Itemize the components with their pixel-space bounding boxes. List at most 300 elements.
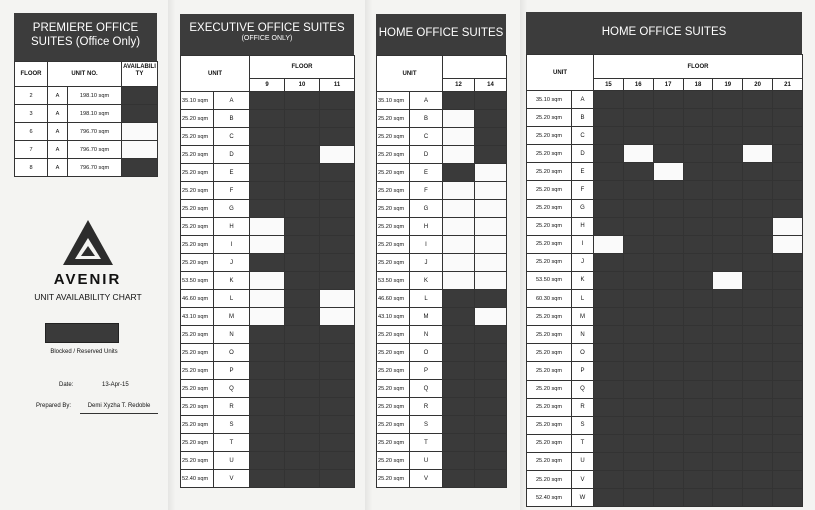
unit-letter: D (214, 146, 250, 164)
home-a-title: HOME OFFICE SUITES (376, 14, 506, 55)
unit-cell-blocked (713, 127, 743, 145)
unit-cell-blocked (773, 362, 803, 380)
unit-cell-available (250, 308, 285, 326)
unit-cell-available (475, 182, 507, 200)
unit-letter: U (572, 452, 594, 470)
unit-cell-blocked (623, 181, 653, 199)
unit-letter: V (572, 470, 594, 488)
unit-size: 25.20 sqm (181, 452, 214, 470)
executive-row (181, 236, 355, 254)
unit-cell-blocked (443, 326, 475, 344)
unit-cell-blocked (320, 200, 355, 218)
legend-swatch (45, 323, 119, 343)
unit-cell-blocked (285, 110, 320, 128)
unit-cell-blocked (320, 344, 355, 362)
unit-cell-blocked (653, 181, 683, 199)
unit-cell-blocked (623, 253, 653, 271)
unit-letter: T (410, 434, 443, 452)
unit-cell-blocked (713, 416, 743, 434)
unit-cell-blocked (320, 434, 355, 452)
unit-cell-available (443, 128, 475, 146)
unit-cell-blocked (285, 92, 320, 110)
unit-size: 25.20 sqm (527, 127, 572, 145)
home-a-row (377, 146, 507, 164)
unit-cell-available (623, 145, 653, 163)
home-a-floor-14-header: 14 (475, 79, 507, 92)
unit-cell-blocked (320, 398, 355, 416)
unit-cell-blocked (285, 344, 320, 362)
unit-letter: K (410, 272, 443, 290)
home-b-row (527, 181, 803, 199)
unit-cell-blocked (683, 434, 713, 452)
premiere-row (15, 159, 158, 177)
unit-cell-blocked (443, 416, 475, 434)
unit-cell-blocked (594, 109, 624, 127)
unit-cell-blocked (683, 416, 713, 434)
unit-cell-blocked (653, 217, 683, 235)
unit-size: 25.20 sqm (181, 146, 214, 164)
premiere-title (14, 13, 157, 61)
unit-cell-blocked (713, 217, 743, 235)
unit-cell-available (250, 272, 285, 290)
unit-cell-blocked (623, 217, 653, 235)
unit-cell-blocked (623, 344, 653, 362)
unit-cell-blocked (773, 344, 803, 362)
unit-cell-blocked (773, 253, 803, 271)
unit-size: 25.20 sqm (377, 326, 410, 344)
unit-cell-blocked (773, 199, 803, 217)
unit-cell-available (475, 308, 507, 326)
unit-letter: T (214, 434, 250, 452)
unit-cell-blocked (743, 217, 773, 235)
unit-cell-blocked (475, 362, 507, 380)
unit-cell-blocked (653, 199, 683, 217)
unit-cell-blocked (250, 200, 285, 218)
unit-size: 25.20 sqm (181, 164, 214, 182)
date-value: 13-Apr-15 (102, 382, 129, 388)
unit-cell-blocked (285, 380, 320, 398)
unit-letter: T (572, 434, 594, 452)
unit-cell-blocked (713, 308, 743, 326)
unit-cell-blocked (320, 326, 355, 344)
executive-row (181, 200, 355, 218)
unit-cell-available (443, 272, 475, 290)
unit-cell-blocked (653, 91, 683, 109)
home-a-row (377, 434, 507, 452)
unit-cell-blocked (623, 199, 653, 217)
executive-row (181, 434, 355, 452)
unit-cell-blocked (773, 109, 803, 127)
home-b-row (527, 489, 803, 507)
unit-letter: E (214, 164, 250, 182)
unit-size: 25.20 sqm (181, 434, 214, 452)
unit-cell-blocked (683, 163, 713, 181)
unit-cell-blocked (594, 416, 624, 434)
unit-cell-blocked (320, 218, 355, 236)
unit-cell-blocked (773, 452, 803, 470)
unit-cell-blocked (623, 326, 653, 344)
unit-letter: R (410, 398, 443, 416)
unit-cell-available (443, 218, 475, 236)
unit-cell-blocked (713, 290, 743, 308)
executive-row (181, 92, 355, 110)
home-a-row (377, 290, 507, 308)
unit-size: 35.10 sqm (527, 91, 572, 109)
unit-letter: P (214, 362, 250, 380)
unit-cell-blocked (623, 452, 653, 470)
unit-size: 25.20 sqm (527, 434, 572, 452)
unit-cell-blocked (285, 236, 320, 254)
unit-cell-blocked (285, 254, 320, 272)
unit-cell-blocked (713, 145, 743, 163)
unit-cell-blocked (683, 308, 713, 326)
unit-cell-blocked (653, 271, 683, 289)
unit-cell-available (320, 290, 355, 308)
unit-cell-blocked (773, 308, 803, 326)
unit-cell-blocked (713, 489, 743, 507)
unit-letter: N (572, 326, 594, 344)
unit-letter: G (410, 200, 443, 218)
executive-row (181, 344, 355, 362)
unit-cell-blocked (773, 398, 803, 416)
unit-letter: H (214, 218, 250, 236)
availability-cell-blocked (122, 87, 158, 105)
unit-cell-blocked (773, 380, 803, 398)
home-a-row (377, 200, 507, 218)
unit-cell-available (443, 182, 475, 200)
unit-cell-blocked (320, 452, 355, 470)
unit-letter: S (214, 416, 250, 434)
unit-size: 53.50 sqm (527, 271, 572, 289)
home-b-row (527, 470, 803, 488)
unit-cell-blocked (623, 434, 653, 452)
unit-cell-blocked (653, 470, 683, 488)
unit-cell-blocked (475, 146, 507, 164)
unit-size: 25.20 sqm (527, 145, 572, 163)
unit-cell-blocked (653, 380, 683, 398)
unit-cell-blocked (285, 398, 320, 416)
unit-size: 25.20 sqm (377, 164, 410, 182)
chart-title: UNIT AVAILABILITY CHART (34, 292, 142, 302)
unit-size: 25.20 sqm (377, 146, 410, 164)
unit-letter: O (572, 344, 594, 362)
unit-cell-blocked (285, 128, 320, 146)
unit-cell-blocked (285, 326, 320, 344)
unit-cell-blocked (250, 110, 285, 128)
home-a-row (377, 254, 507, 272)
unit-cell-blocked (683, 145, 713, 163)
availability-cell-blocked (122, 105, 158, 123)
unit-cell-available (443, 200, 475, 218)
unit-cell-blocked (773, 489, 803, 507)
executive-title (180, 14, 354, 55)
unit-cell-available (443, 146, 475, 164)
home-a-row (377, 326, 507, 344)
unit-letter: L (410, 290, 443, 308)
unit-letter: K (214, 272, 250, 290)
unit-cell-blocked (653, 416, 683, 434)
unit-size: 25.20 sqm (377, 434, 410, 452)
unit-cell-blocked (773, 416, 803, 434)
unit-size: 52.40 sqm (181, 470, 214, 488)
home-a-floor-12-header: 12 (443, 79, 475, 92)
unit-size: 25.20 sqm (181, 110, 214, 128)
unit-letter: Q (572, 380, 594, 398)
unit-cell-blocked (475, 326, 507, 344)
unit-letter: Q (214, 380, 250, 398)
unit-cell-available (443, 110, 475, 128)
executive-table-block (180, 14, 354, 488)
unit-letter: B (410, 110, 443, 128)
unit-letter: M (410, 308, 443, 326)
home-a-row (377, 470, 507, 488)
unit-letter: N (214, 326, 250, 344)
home-b-row (527, 199, 803, 217)
unit-size: 53.50 sqm (181, 272, 214, 290)
unit-cell-available (320, 308, 355, 326)
unit-size: 25.20 sqm (377, 380, 410, 398)
unit-letter: O (214, 344, 250, 362)
unit-cell-blocked (743, 271, 773, 289)
unit-cell-blocked (713, 452, 743, 470)
unit-cell-blocked (683, 489, 713, 507)
unit-letter: K (572, 271, 594, 289)
home-b-row (527, 362, 803, 380)
premiere-row (15, 141, 158, 159)
executive-row (181, 380, 355, 398)
unit-cell-blocked (743, 91, 773, 109)
unit-cell-blocked (475, 128, 507, 146)
unit-cell-blocked (594, 470, 624, 488)
executive-row (181, 308, 355, 326)
unit-cell-blocked (594, 326, 624, 344)
executive-title-text: EXECUTIVE OFFICE SUITES (189, 22, 345, 34)
unit-cell-blocked (594, 434, 624, 452)
unit-cell-blocked (623, 271, 653, 289)
unit-size: 25.20 sqm (377, 182, 410, 200)
unit-cell-blocked (683, 326, 713, 344)
unit-size: 25.20 sqm (181, 128, 214, 146)
unit-cell-available (443, 236, 475, 254)
unit-size: 25.20 sqm (181, 344, 214, 362)
premiere-floor-header: FLOOR (15, 62, 48, 87)
home-a-row (377, 236, 507, 254)
unit-cell-blocked (653, 326, 683, 344)
prepared-by-label: Prepared By: (36, 403, 72, 409)
premiere-floor: 8 (15, 159, 48, 177)
unit-letter: L (572, 290, 594, 308)
unit-letter: H (572, 217, 594, 235)
unit-letter: L (214, 290, 250, 308)
unit-letter: P (410, 362, 443, 380)
unit-cell-blocked (743, 290, 773, 308)
unit-letter: B (572, 109, 594, 127)
unit-letter: J (410, 254, 443, 272)
home-a-table-block (376, 14, 506, 488)
unit-cell-blocked (683, 217, 713, 235)
unit-cell-blocked (285, 470, 320, 488)
unit-cell-blocked (743, 434, 773, 452)
home-a-table (376, 55, 507, 488)
unit-size: 35.10 sqm (377, 92, 410, 110)
executive-row (181, 470, 355, 488)
executive-row (181, 128, 355, 146)
home-b-table (526, 54, 803, 507)
unit-cell-blocked (683, 253, 713, 271)
home-b-row (527, 127, 803, 145)
executive-row (181, 398, 355, 416)
unit-cell-blocked (285, 416, 320, 434)
unit-cell-available (743, 145, 773, 163)
premiere-floor: 7 (15, 141, 48, 159)
unit-size: 25.20 sqm (527, 308, 572, 326)
unit-letter: P (572, 362, 594, 380)
unit-cell-blocked (475, 344, 507, 362)
unit-cell-blocked (683, 452, 713, 470)
unit-letter: C (572, 127, 594, 145)
home-a-unit-header: UNIT (377, 56, 443, 92)
unit-cell-blocked (773, 181, 803, 199)
premiere-unit: A (48, 159, 68, 177)
home-a-row (377, 380, 507, 398)
unit-cell-blocked (683, 271, 713, 289)
unit-size: 25.20 sqm (181, 236, 214, 254)
unit-cell-blocked (443, 452, 475, 470)
unit-letter: S (572, 416, 594, 434)
executive-row (181, 326, 355, 344)
executive-row (181, 164, 355, 182)
unit-letter: R (214, 398, 250, 416)
home-a-row (377, 110, 507, 128)
unit-cell-blocked (683, 235, 713, 253)
unit-size: 25.20 sqm (377, 128, 410, 146)
unit-cell-blocked (320, 362, 355, 380)
unit-size: 25.20 sqm (527, 470, 572, 488)
home-a-row (377, 218, 507, 236)
home-b-row (527, 380, 803, 398)
unit-size: 25.20 sqm (377, 200, 410, 218)
unit-cell-blocked (320, 92, 355, 110)
home-b-row (527, 271, 803, 289)
unit-size: 25.20 sqm (181, 362, 214, 380)
unit-letter: F (572, 181, 594, 199)
unit-cell-blocked (443, 470, 475, 488)
unit-cell-blocked (683, 109, 713, 127)
unit-letter: C (214, 128, 250, 146)
unit-cell-blocked (594, 127, 624, 145)
home-b-row (527, 253, 803, 271)
unit-cell-blocked (683, 290, 713, 308)
home-b-floor-header: FLOOR (594, 55, 803, 79)
home-a-row (377, 92, 507, 110)
unit-cell-blocked (713, 398, 743, 416)
unit-cell-blocked (250, 326, 285, 344)
home-a-row (377, 164, 507, 182)
unit-cell-blocked (250, 416, 285, 434)
unit-cell-blocked (594, 145, 624, 163)
unit-letter: D (410, 146, 443, 164)
unit-cell-blocked (653, 290, 683, 308)
unit-cell-blocked (594, 91, 624, 109)
unit-cell-available (250, 236, 285, 254)
unit-cell-blocked (743, 380, 773, 398)
unit-letter: G (572, 199, 594, 217)
unit-cell-blocked (773, 163, 803, 181)
unit-size: 25.20 sqm (527, 253, 572, 271)
unit-cell-blocked (683, 91, 713, 109)
unit-cell-blocked (443, 344, 475, 362)
home-b-floor-18-header: 18 (683, 79, 713, 91)
unit-cell-blocked (743, 163, 773, 181)
unit-letter: H (410, 218, 443, 236)
brand-block (20, 218, 155, 288)
legend-label: Blocked / Reserved Units (50, 349, 118, 355)
home-a-row (377, 398, 507, 416)
unit-cell-blocked (743, 308, 773, 326)
unit-size: 25.20 sqm (377, 254, 410, 272)
unit-cell-blocked (743, 489, 773, 507)
home-a-row (377, 272, 507, 290)
premiere-size: 796.70 sqm (68, 141, 122, 159)
premiere-table-block (14, 13, 157, 177)
unit-cell-blocked (475, 452, 507, 470)
unit-letter: V (214, 470, 250, 488)
unit-size: 25.20 sqm (181, 416, 214, 434)
unit-size: 25.20 sqm (377, 344, 410, 362)
unit-cell-blocked (475, 398, 507, 416)
premiere-unit: A (48, 123, 68, 141)
unit-cell-blocked (713, 362, 743, 380)
home-b-row (527, 344, 803, 362)
unit-cell-available (475, 272, 507, 290)
home-b-title: HOME OFFICE SUITES (526, 12, 802, 54)
unit-cell-blocked (623, 416, 653, 434)
unit-cell-blocked (713, 163, 743, 181)
unit-cell-blocked (653, 235, 683, 253)
unit-cell-blocked (475, 434, 507, 452)
unit-size: 25.20 sqm (181, 254, 214, 272)
home-b-row (527, 398, 803, 416)
unit-letter: B (214, 110, 250, 128)
date-label: Date: (59, 382, 74, 388)
unit-size: 52.40 sqm (527, 489, 572, 507)
unit-cell-blocked (743, 235, 773, 253)
unit-cell-blocked (285, 452, 320, 470)
premiere-unit: A (48, 87, 68, 105)
unit-letter: I (410, 236, 443, 254)
home-a-row (377, 362, 507, 380)
unit-cell-blocked (594, 290, 624, 308)
unit-size: 25.20 sqm (377, 110, 410, 128)
unit-letter: M (214, 308, 250, 326)
unit-cell-blocked (475, 92, 507, 110)
unit-size: 25.20 sqm (527, 398, 572, 416)
unit-size: 25.20 sqm (527, 199, 572, 217)
unit-size: 25.20 sqm (181, 218, 214, 236)
unit-cell-blocked (683, 470, 713, 488)
unit-cell-blocked (683, 398, 713, 416)
unit-cell-blocked (713, 235, 743, 253)
unit-cell-blocked (683, 344, 713, 362)
unit-cell-blocked (683, 380, 713, 398)
unit-cell-available (475, 218, 507, 236)
unit-cell-blocked (713, 91, 743, 109)
prepared-by-value: Demi Xyzha T. Redoble (80, 403, 158, 414)
unit-cell-blocked (594, 271, 624, 289)
unit-cell-blocked (320, 128, 355, 146)
unit-size: 25.20 sqm (527, 181, 572, 199)
unit-cell-blocked (594, 308, 624, 326)
